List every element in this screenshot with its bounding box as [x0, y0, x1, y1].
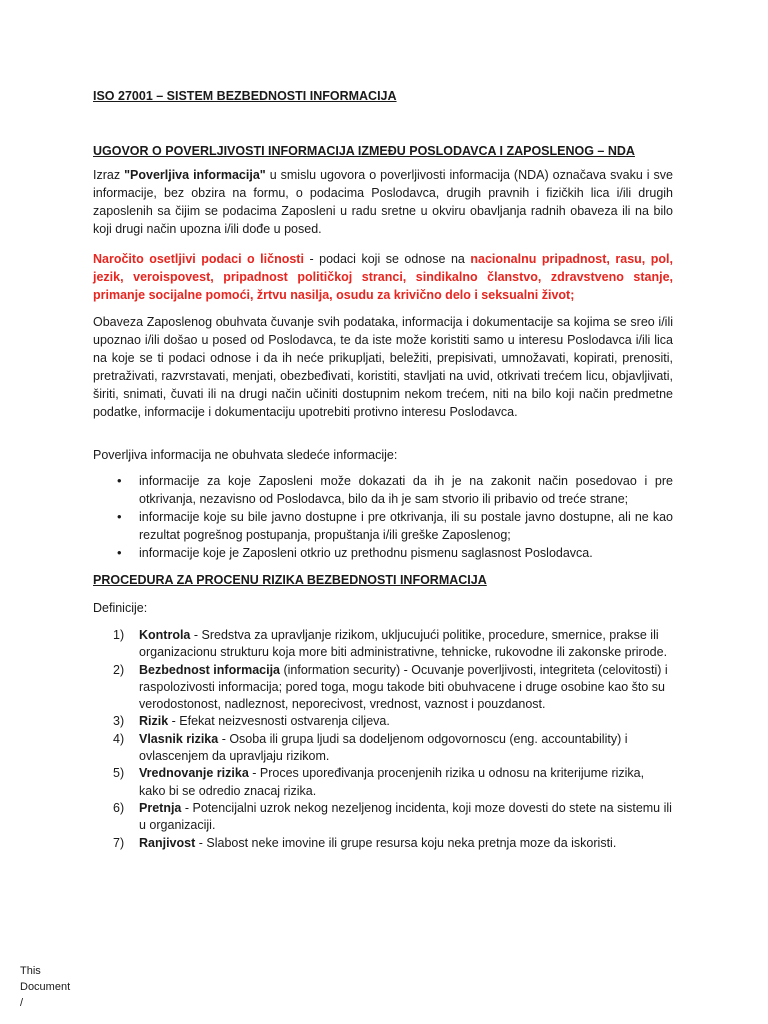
list-item: • informacije koje su bile javno dostupne i pre otkrivanja, ili su postale javno dostupne, ali ne kao rezultat pogrešnog postupanja, propuštanja i/ili greške Zaposlenog; — [113, 508, 673, 544]
definition-item: 3) Rizik - Efekat neizvesnosti ostvarenja ciljeva. — [113, 714, 390, 729]
footer-note: This Document / — [20, 965, 71, 1009]
document-title: ISO 27001 – SISTEM BEZBEDNOSTI INFORMACIJA — [93, 89, 397, 103]
exclusions-list — [113, 472, 673, 562]
paragraph-confidential-definition: Izraz "Poverljiva informacija" u smislu ugovora o poverljivosti informacija (NDA) označava svaku i sve informacije, bez obzira na formu, o podacima Poslodavca, drugih pravnih i fizičkih lica i/ili drugih zaposlenih sa čijim se podacima Zaposleni u radu sretne u okviru obavljanja radnih obaveza ili na bilo koji drugi način upozna i/ili dođe u posed. — [93, 168, 674, 236]
list-item: • informacije koje je Zaposleni otkrio uz prethodnu pismenu saglasnost Poslodavca. — [113, 544, 673, 562]
definitions-label: Definicije: — [93, 601, 148, 615]
paragraph-employee-obligation: Obaveza Zaposlenog obuhvata čuvanje svih podataka, informacija i dokumentacije sa kojima se sreo i/ili upoznao i/ili došao u posed od Poslodavca, te da iste može koristiti samo u interesu Poslodavca i/ili lica na koje se ti podaci odnose i da ih neće prikupljati, beležiti, prepisivati, umnožavati, kopirati, prenositi, pretraživati, razvrstavati, menjati, obezbeđivati, koristiti, stavljati na uvid, otkrivati trećem licu, objavljivati, širiti, snimati, čuvati ili na drugi način učiniti dostupnim nekom trećem, niti na bilo koji način predmetne podatke, informacije i dokumentaciju upotrebiti protivno interesu Poslodavca. — [93, 315, 673, 419]
definition-item: 1) Kontrola - Sredstva za upravljanje rizikom, ukljucujući politike, procedure, smernice, prakse ili organizacionu strukturu koja more biti administrativne, tehnicke, rukovodne ili zakonske prirode. — [113, 628, 668, 660]
procedure-heading: PROCEDURA ZA PROCENU RIZIKA BEZBEDNOSTI INFORMACIJA — [93, 573, 487, 587]
definition-item: 4) Vlasnik rizika - Osoba ili grupa ljudi sa dodeljenom odgovornoscu (eng. accountability) i ovlascenjem da upravljaju rizikom. — [113, 731, 628, 764]
paragraph-sensitive-data: Naročito osetljivi podaci o ličnosti - podaci koji se odnose na nacionalnu pripadnost, rasu, pol, jezik, veroispovest, pripadnost političkoj stranci, sindikalno članstvo, zdravstveno stanje, primanje socijalne pomoći, žrtvu nasilja, osudu za krivično delo i seksualni život; — [93, 252, 673, 302]
list-item: • informacije za koje Zaposleni može dokazati da ih je na zakonit način posedovao i pre otkrivanja, nezavisno od Poslodavca, bilo da ih je sam stvorio ili pribavio od treće strane; — [113, 472, 673, 508]
definition-item: 7) Ranjivost - Slabost neke imovine ili grupe resursa koju neka pretnja moze da iskoristi. — [113, 835, 617, 850]
nda-heading: UGOVOR O POVERLJIVOSTI INFORMACIJA IZMEĐU POSLODAVCA I ZAPOSLENOG – NDA — [93, 144, 635, 158]
definition-item: 2) Bezbednost informacija (information security) - Ocuvanje poverljivosti, integriteta (celovitosti) i raspolozivosti informacija; pored toga, mogu takode biti obuhvacene i druge osobine kao što su verodostonost, nadleznost, neporecivost, vrednost, vaznost i pouzdanost. — [113, 662, 668, 712]
definition-item: 6) Pretnja - Potencijalni uzrok nekog nezeljenog incidenta, koji moze dovesti do stete na sistemu ili u organizaciji. — [113, 800, 672, 833]
paragraph-exclusions-intro: Poverljiva informacija ne obuhvata sledeće informacije: — [93, 448, 398, 462]
definitions-list — [113, 627, 673, 852]
definition-item: 5) Vrednovanje rizika - Proces upoređivanja procenjenih rizika u odnosu na kriterijume rizika, kako bi se odredio znacaj rizika. — [113, 766, 645, 798]
